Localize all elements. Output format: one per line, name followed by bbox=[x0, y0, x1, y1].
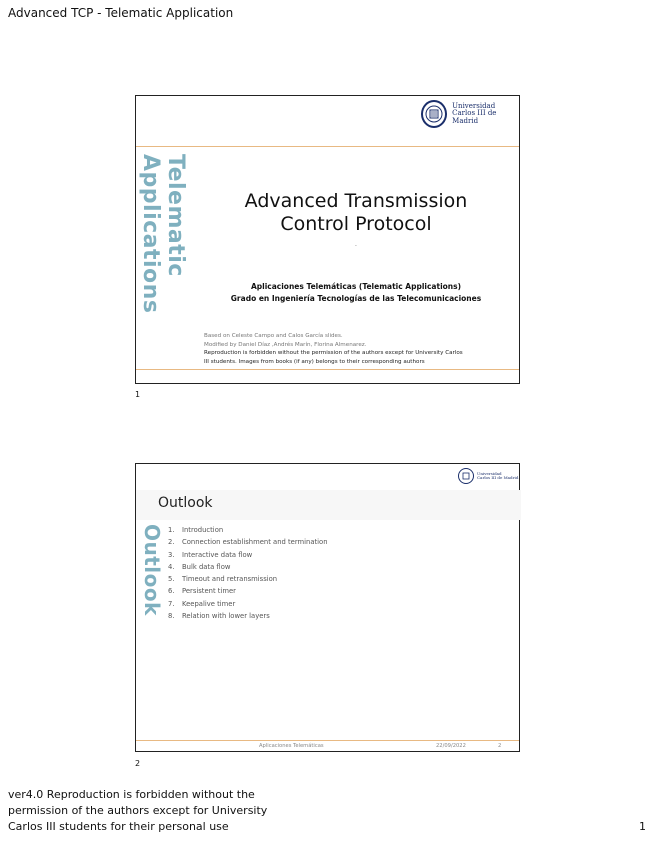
subtitle-line-1: Aplicaciones Telemáticas (Telematic Applications) bbox=[250, 282, 462, 291]
credits bbox=[204, 332, 504, 367]
note-line-2: permission of the authors except for University bbox=[8, 804, 268, 817]
logo-line-2: Carlos III de Madrid bbox=[477, 475, 519, 480]
note-line-3: Carlos III students for their personal use bbox=[8, 820, 229, 833]
document-header: Advanced TCP - Telematic Application bbox=[8, 6, 234, 20]
vertical-title: Telematic Applications bbox=[138, 154, 188, 314]
note-line-1: ver4.0 Reproduction is forbidden without the bbox=[8, 788, 255, 801]
logo-line-1: Universidad bbox=[477, 470, 502, 476]
list-item: 4. Bulk data flow bbox=[168, 562, 231, 571]
slide-title: Outlook bbox=[158, 495, 213, 511]
university-logo bbox=[421, 100, 519, 128]
list-item: 3. Interactive data flow bbox=[168, 550, 253, 559]
bottom-rule bbox=[136, 369, 519, 370]
slide-title-line-2: Control Protocol bbox=[280, 212, 432, 235]
university-seal-icon bbox=[458, 468, 474, 484]
title-dot: . bbox=[355, 241, 357, 248]
credit-line-1: Based on Celeste Campo and Calos García slides. bbox=[204, 333, 343, 339]
list-item: 8. Relation with lower layers bbox=[168, 612, 270, 621]
logo-line-2: Carlos III de Madrid bbox=[452, 109, 497, 125]
list-item: 6. Persistent timer bbox=[168, 587, 236, 596]
footer-course: Aplicaciones Telemáticas bbox=[259, 743, 324, 749]
footer-page: 2 bbox=[498, 743, 502, 749]
slide-2-page-number: 2 bbox=[135, 759, 141, 768]
list-item: 7. Keepalive timer bbox=[168, 599, 236, 608]
list-item: 1. Introduction bbox=[168, 526, 224, 534]
credit-line-3: Reproduction is forbidden without the permission of the authors except for University Carlos bbox=[204, 350, 463, 357]
slide-subtitle bbox=[196, 281, 516, 304]
list-item: 2. Connection establishment and termination bbox=[168, 538, 328, 547]
university-logo-small bbox=[458, 468, 518, 484]
page-number: 1 bbox=[639, 820, 646, 833]
slide-2 bbox=[135, 463, 520, 752]
footer-date: 22/09/2022 bbox=[436, 743, 466, 749]
credit-line-4: III students. Images from books (if any) belongs to their corresponding authors bbox=[204, 358, 425, 365]
list-item: 5. Timeout and retransmission bbox=[168, 575, 278, 584]
reproduction-note bbox=[8, 787, 278, 835]
footer-rule bbox=[136, 740, 519, 741]
subtitle-line-2: Grado en Ingeniería Tecnologías de las Telecomunicaciones bbox=[230, 293, 482, 303]
slide-title-line-1: Advanced Transmission bbox=[244, 190, 468, 212]
outline-list bbox=[168, 524, 328, 622]
slide-1 bbox=[135, 95, 520, 384]
credit-line-2: Modified by Daniel Díaz ,Andrés Marín, Florina Almenarez. bbox=[204, 341, 367, 348]
slide-1-page-number: 1 bbox=[135, 390, 141, 399]
vertical-title: Outlook bbox=[140, 524, 164, 616]
university-seal-icon bbox=[421, 100, 447, 128]
logo-line-1: Universidad bbox=[452, 101, 496, 110]
top-rule bbox=[136, 146, 519, 147]
slide-title bbox=[236, 190, 476, 236]
